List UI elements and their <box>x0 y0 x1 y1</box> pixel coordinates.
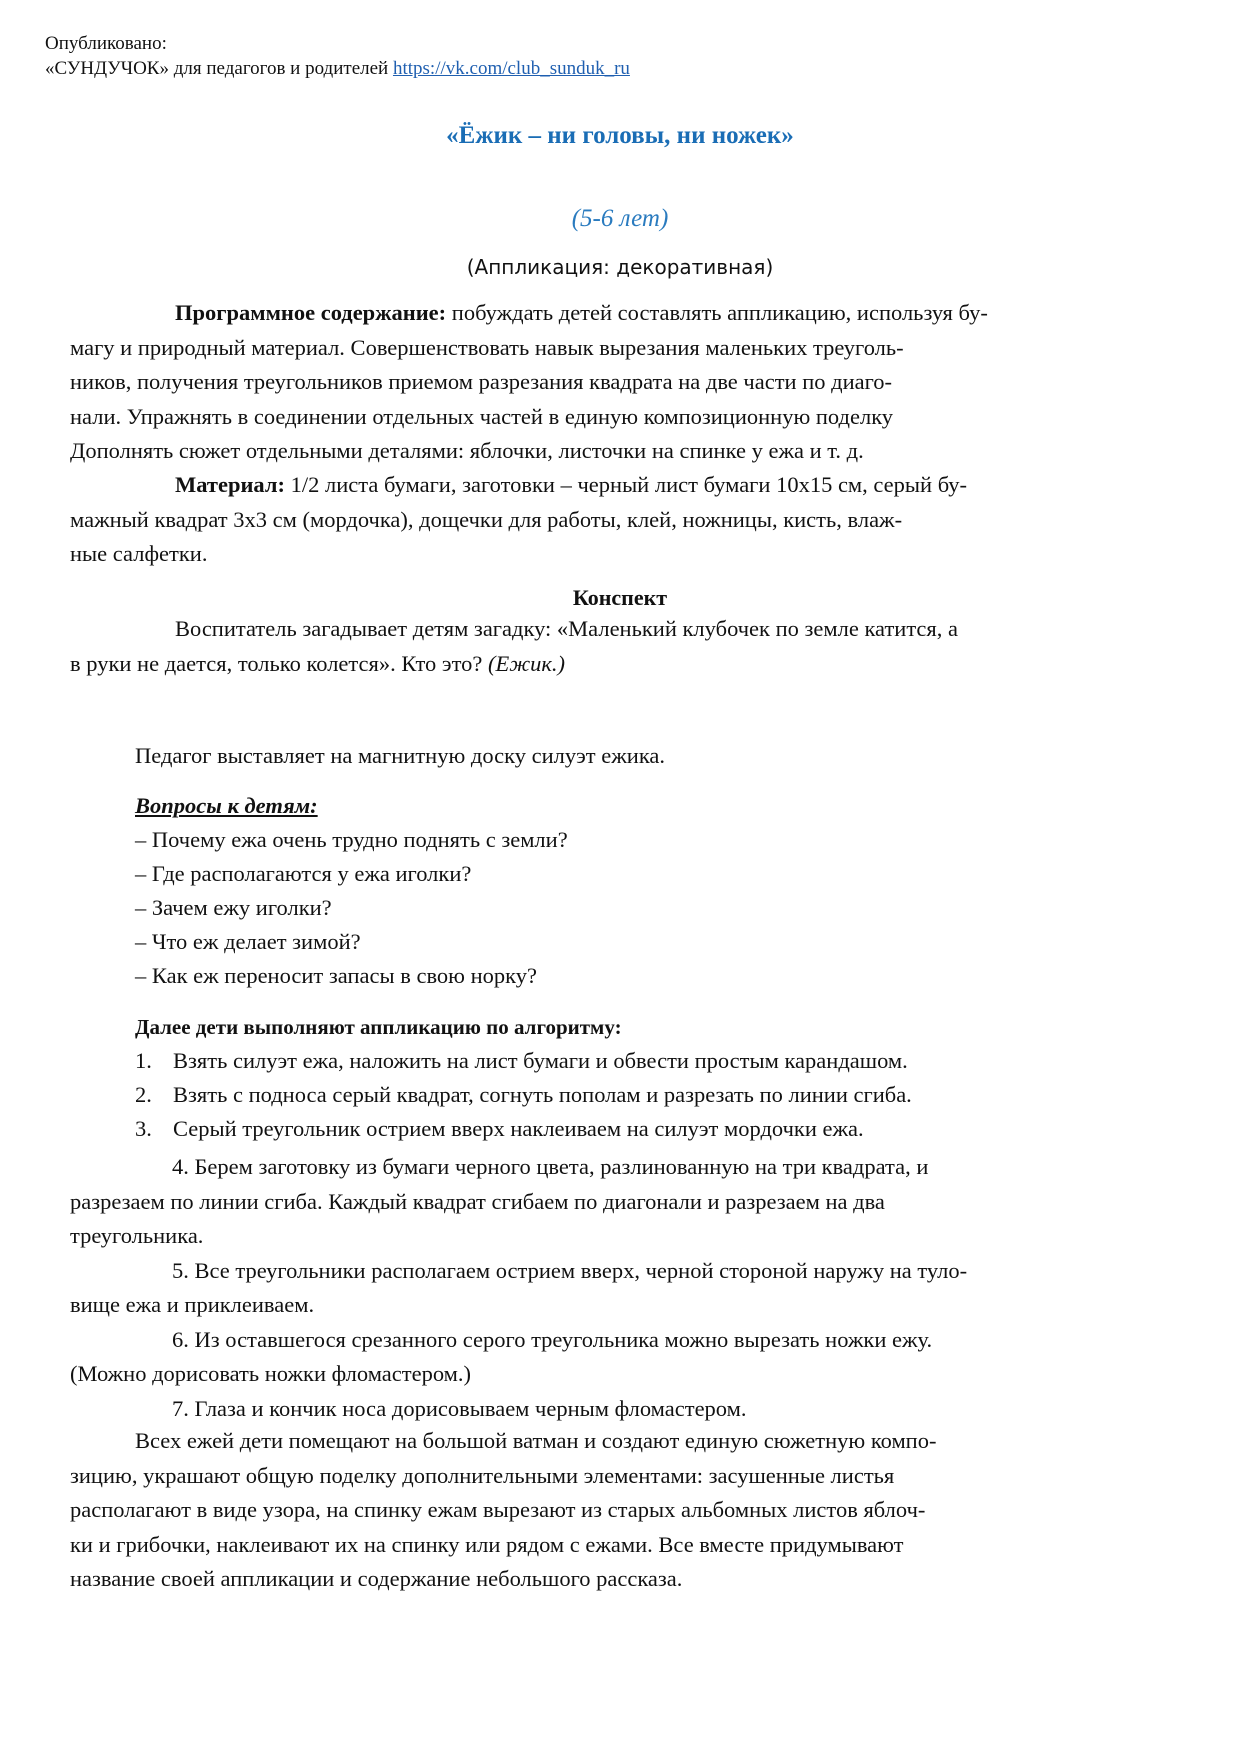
riddle-line: Воспитатель загадывает детям загадку: «Маленький клубочек по земле катится, а <box>175 616 959 641</box>
program-line: нали. Упражнять в соединении отдельных частей в единую композиционную поделку <box>70 403 894 429</box>
algorithm-step-5: 5. Все треугольники располагаем острием вверх, черной стороной наружу на туло- <box>172 1257 968 1283</box>
program-label: Программное содержание: <box>175 300 447 325</box>
program-line: Программное содержание: побуждать детей составлять аппликацию, используя бу- <box>175 300 988 325</box>
question-item: – Как еж переносит запасы в свою норку? <box>135 963 538 988</box>
material-label: Материал: <box>175 472 285 497</box>
algorithm-continued <box>70 1150 1165 1426</box>
conclusion-line: название своей аппликации и содержание небольшого рассказа. <box>70 1566 683 1591</box>
activity-type: (Аппликация: декоративная) <box>466 255 774 279</box>
material <box>70 468 1165 572</box>
riddle-line: в руки не дается, только колется». Кто это? (Ежик.) <box>70 650 566 676</box>
algorithm-step-4-cont: треугольника. <box>70 1223 204 1248</box>
conclusion-line: располагают в виде узора, на спинку ежам вырезают из старых альбомных листов яблоч- <box>70 1497 926 1522</box>
publisher-text: «СУНДУЧОК» для педагогов и родителей <box>45 58 389 79</box>
publisher-link[interactable]: https://vk.com/club_sunduk_ru <box>392 58 630 79</box>
algorithm-step: 1. Взять силуэт ежа, наложить на лист бумаги и обвести простым карандашом. <box>135 1048 908 1073</box>
program-line: магу и природный материал. Совершенствовать навык вырезания маленьких треуголь- <box>70 334 904 360</box>
material-line: мажный квадрат 3x3 см (мордочка), дощечки для работы, клей, ножницы, кисть, влаж- <box>70 506 903 532</box>
conclusion-line: Всех ежей дети помещают на большой ватман и создают единую сюжетную компо- <box>135 1428 937 1453</box>
conclusion-line: ки и грибочки, наклеивают их на спинку или рядом с ежами. Все вместе придумывают <box>70 1531 904 1557</box>
question-item: – Где располагаются у ежа иголки? <box>135 861 472 886</box>
age-range: (5-6 лет) <box>571 205 669 232</box>
program-line: ников, получения треугольников приемом разрезания квадрата на две части по диаго- <box>70 369 893 394</box>
conclusion <box>70 1424 1165 1597</box>
riddle <box>70 612 1165 681</box>
program-line: Дополнять сюжет отдельными деталями: яблочки, листочки на спинке у ежа и т. д. <box>70 438 864 463</box>
document-title: «Ёжик – ни головы, ни ножек» <box>446 122 794 149</box>
algorithm-step-6: 6. Из оставшегося срезанного серого треугольника можно вырезать ножки ежу. <box>172 1326 933 1352</box>
question-item: – Что еж делает зимой? <box>135 929 361 954</box>
teacher-action: Педагог выставляет на магнитную доску силуэт ежика. <box>135 743 666 768</box>
material-line: ные салфетки. <box>70 541 208 566</box>
riddle-answer: (Ежик.) <box>487 650 566 676</box>
question-item: – Зачем ежу иголки? <box>135 895 332 920</box>
questions <box>135 789 568 993</box>
algorithm-step: 3. Серый треугольник острием вверх наклеиваем на силуэт мордочки ежа. <box>135 1116 864 1141</box>
algorithm-step: 2. Взять с подноса серый квадрат, согнуть пополам и разрезать по линии сгиба. <box>135 1082 912 1107</box>
algorithm-step-4-cont: разрезаем по линии сгиба. Каждый квадрат сгибаем по диагонали и разрезаем на два <box>70 1188 885 1214</box>
algorithm <box>135 1010 912 1146</box>
algorithm-heading: Далее дети выполняют аппликацию по алгоритму: <box>135 1015 622 1039</box>
publisher-line <box>45 57 630 81</box>
program-content <box>70 296 1165 469</box>
algorithm-step-4: 4. Берем заготовку из бумаги черного цвета, разлинованную на три квадрата, и <box>172 1154 929 1179</box>
algorithm-step-6-cont: (Можно дорисовать ножки фломастером.) <box>70 1361 472 1386</box>
algorithm-step-5-cont: вище ежа и приклеиваем. <box>70 1292 315 1317</box>
material-line: Материал: 1/2 листа бумаги, заготовки – черный лист бумаги 10x15 см, серый бу- <box>175 472 968 497</box>
algorithm-step-7: 7. Глаза и кончик носа дорисовываем черным фломастером. <box>172 1395 747 1421</box>
question-item: – Почему ежа очень трудно поднять с земли? <box>135 827 568 852</box>
published-label: Опубликовано: <box>45 33 167 54</box>
conclusion-line: зицию, украшают общую поделку дополнительными элементами: засушенные листья <box>70 1462 895 1488</box>
section-title: Конспект <box>572 585 668 610</box>
questions-heading: Вопросы к детям: <box>135 793 318 818</box>
